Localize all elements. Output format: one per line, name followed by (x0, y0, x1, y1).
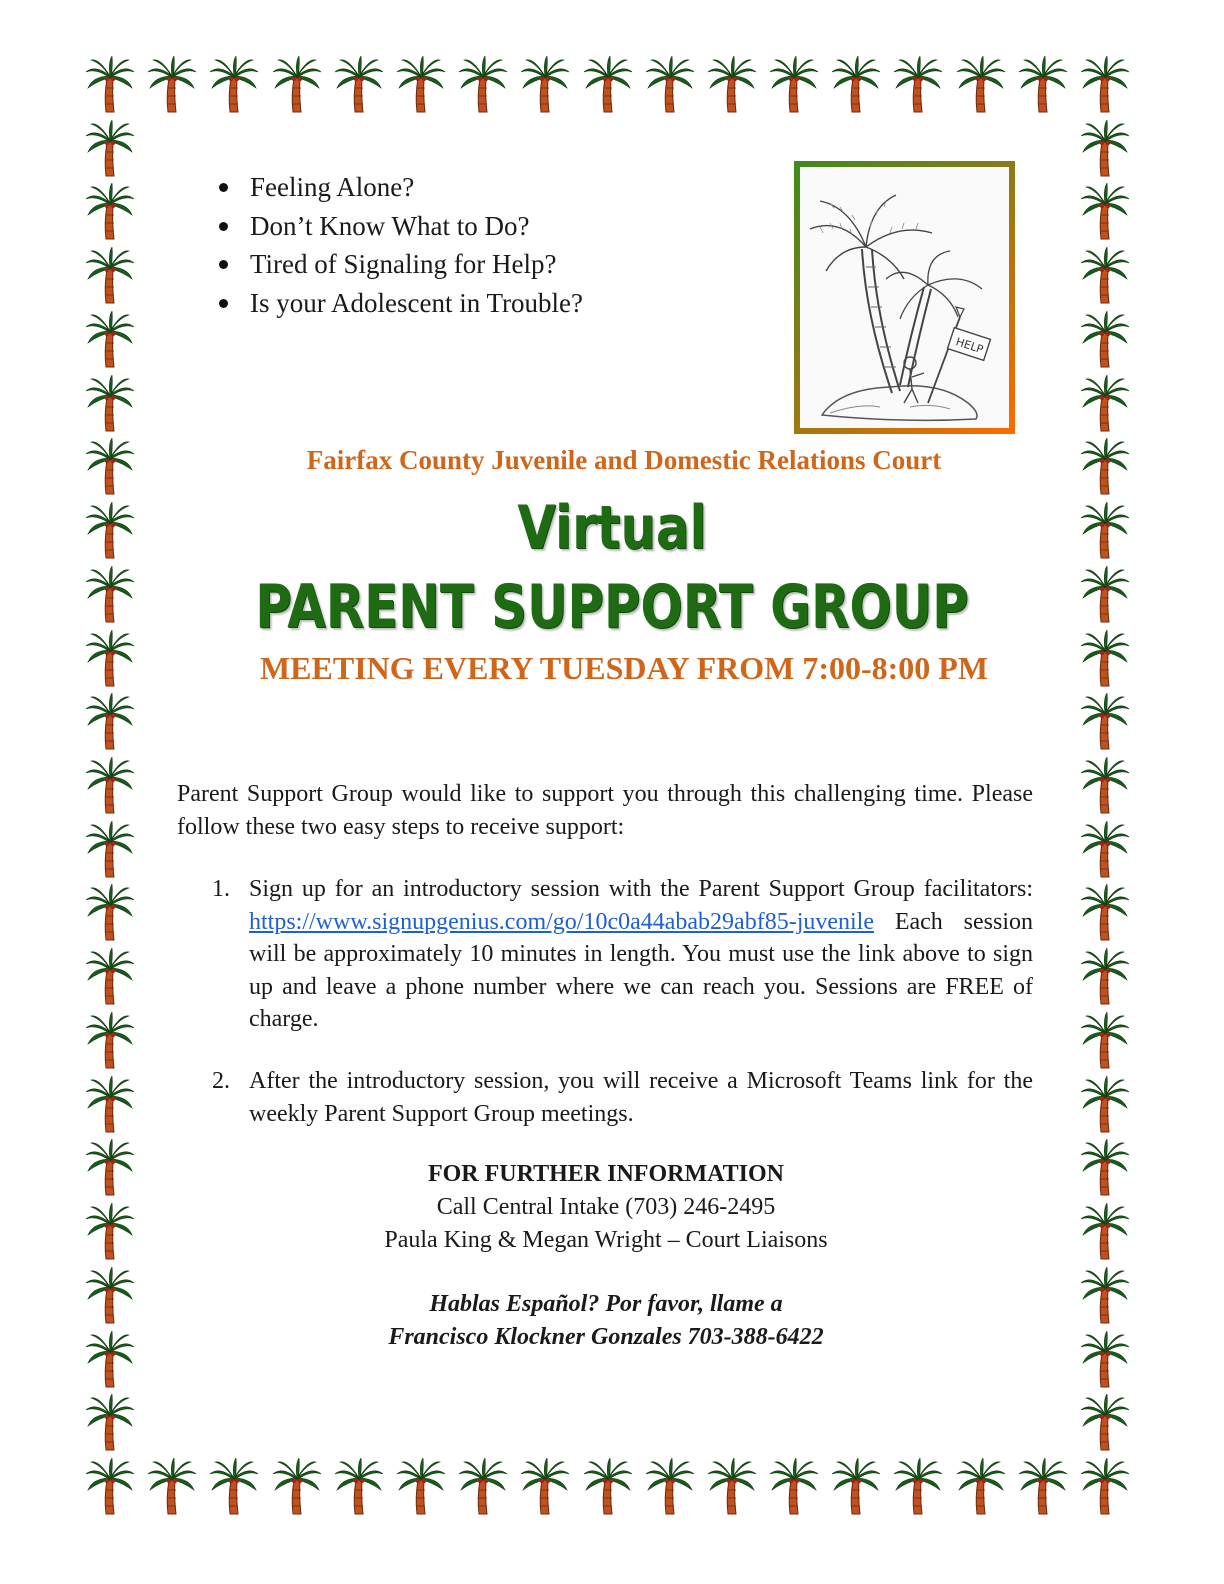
palm-tree-icon (85, 311, 135, 369)
palm-tree-icon (85, 1076, 135, 1134)
spanish-line-1: Hablas Español? Por favor, llame a (429, 1291, 783, 1317)
palm-tree-icon (209, 1458, 259, 1516)
palm-tree-icon (1018, 56, 1068, 114)
palm-tree-icon (1080, 821, 1130, 879)
palm-tree-icon (85, 247, 135, 305)
intro-paragraph: Parent Support Group would like to support you through this challenging time. Please follow these two easy steps to receive support: (177, 781, 1033, 840)
palm-tree-icon (85, 1012, 135, 1070)
court-name: Fairfax County Juvenile and Domestic Relations Court (306, 445, 942, 475)
signup-link[interactable]: https://www.signupgenius.com/go/10c0a44abab29abf85-juvenile (249, 908, 874, 935)
spanish-line-2: Francisco Klockner Gonzales 703-388-6422 (388, 1324, 824, 1350)
palm-tree-icon (645, 1458, 695, 1516)
further-information (0, 1158, 1212, 1257)
palm-tree-icon (1080, 693, 1130, 751)
palm-tree-icon (272, 1458, 322, 1516)
palm-tree-icon (1080, 1012, 1130, 1070)
step-number: 2. (212, 1068, 230, 1094)
palm-tree-icon (1080, 1394, 1130, 1452)
step-lead-text: Sign up for an introductory session with the Parent Support Group facilitators: (249, 876, 1033, 902)
bullet-item: Is your Adolescent in Trouble? (215, 284, 583, 323)
step-1 (212, 873, 1033, 1036)
palm-tree-icon (956, 1458, 1006, 1516)
palm-tree-icon (1018, 1458, 1068, 1516)
central-intake-line: Call Central Intake (703) 246-2495 (436, 1194, 776, 1220)
palm-tree-icon (583, 1458, 633, 1516)
palm-tree-icon (1080, 183, 1130, 241)
palm-tree-icon (893, 1458, 943, 1516)
palm-tree-icon (645, 56, 695, 114)
palm-tree-icon (85, 948, 135, 1006)
palm-tree-icon (707, 56, 757, 114)
palm-tree-icon (396, 56, 446, 114)
palm-tree-icon (769, 56, 819, 114)
palm-tree-icon (85, 884, 135, 942)
palm-tree-icon (893, 56, 943, 114)
palm-tree-icon (85, 821, 135, 879)
palm-tree-icon (458, 1458, 508, 1516)
court-liaisons-line: Paula King & Megan Wright – Court Liaisons (384, 1227, 828, 1253)
palm-tree-icon (1080, 120, 1130, 178)
question-bullet-list (215, 168, 583, 322)
palm-tree-icon (1080, 884, 1130, 942)
palm-tree-icon (831, 56, 881, 114)
palm-tree-icon (1080, 375, 1130, 433)
palm-tree-icon (707, 1458, 757, 1516)
palm-tree-icon (1080, 56, 1130, 114)
palm-tree-icon (1080, 247, 1130, 305)
palm-tree-icon (1080, 757, 1130, 815)
palm-tree-icon (334, 56, 384, 114)
palm-tree-icon (1080, 948, 1130, 1006)
palm-tree-icon (209, 56, 259, 114)
step-text (249, 873, 1033, 1036)
palm-tree-icon (85, 375, 135, 433)
palm-tree-icon (85, 693, 135, 751)
palm-tree-icon (583, 56, 633, 114)
palm-tree-icon (147, 56, 197, 114)
palm-tree-icon (85, 56, 135, 114)
palm-tree-icon (85, 1394, 135, 1452)
palm-tree-icon (272, 56, 322, 114)
island-help-illustration (794, 161, 1015, 434)
palm-tree-icon (396, 1458, 446, 1516)
palm-tree-icon (769, 1458, 819, 1516)
palm-tree-icon (1080, 311, 1130, 369)
bullet-item: Tired of Signaling for Help? (215, 245, 583, 284)
help-sign-text: HELP (954, 335, 985, 357)
palm-tree-icon (1080, 1076, 1130, 1134)
palm-tree-icon (520, 56, 570, 114)
palm-tree-icon (85, 757, 135, 815)
palm-tree-icon (458, 56, 508, 114)
step-2 (212, 1065, 1033, 1130)
palm-tree-icon (1080, 1458, 1130, 1516)
info-heading: FOR FURTHER INFORMATION (427, 1161, 785, 1187)
island-sketch-icon (800, 167, 1009, 428)
spanish-contact (0, 1288, 1212, 1354)
step-tail-text: Each session will be approximately 10 minutes in length. You must use the link above to sign up and leave a phone number where we can reach you. Sessions are FREE of charge. (249, 908, 1033, 1032)
bullet-item: Feeling Alone? (215, 168, 583, 207)
step-text: After the introductory session, you will receive a Microsoft Teams link for the weekly Parent Support Group meetings. (249, 1068, 1033, 1127)
palm-tree-icon (520, 1458, 570, 1516)
title-virtual: Virtual (517, 493, 707, 563)
bullet-item: Don’t Know What to Do? (215, 207, 583, 246)
palm-tree-icon (147, 1458, 197, 1516)
step-number: 1. (212, 876, 230, 902)
palm-tree-icon (85, 120, 135, 178)
palm-tree-icon (831, 1458, 881, 1516)
meeting-time: MEETING EVERY TUESDAY FROM 7:00-8:00 PM (259, 650, 989, 686)
palm-tree-icon (956, 56, 1006, 114)
title-parent-support-group: PARENT SUPPORT GROUP (255, 572, 969, 642)
palm-tree-icon (85, 183, 135, 241)
palm-tree-icon (85, 1458, 135, 1516)
palm-tree-icon (334, 1458, 384, 1516)
